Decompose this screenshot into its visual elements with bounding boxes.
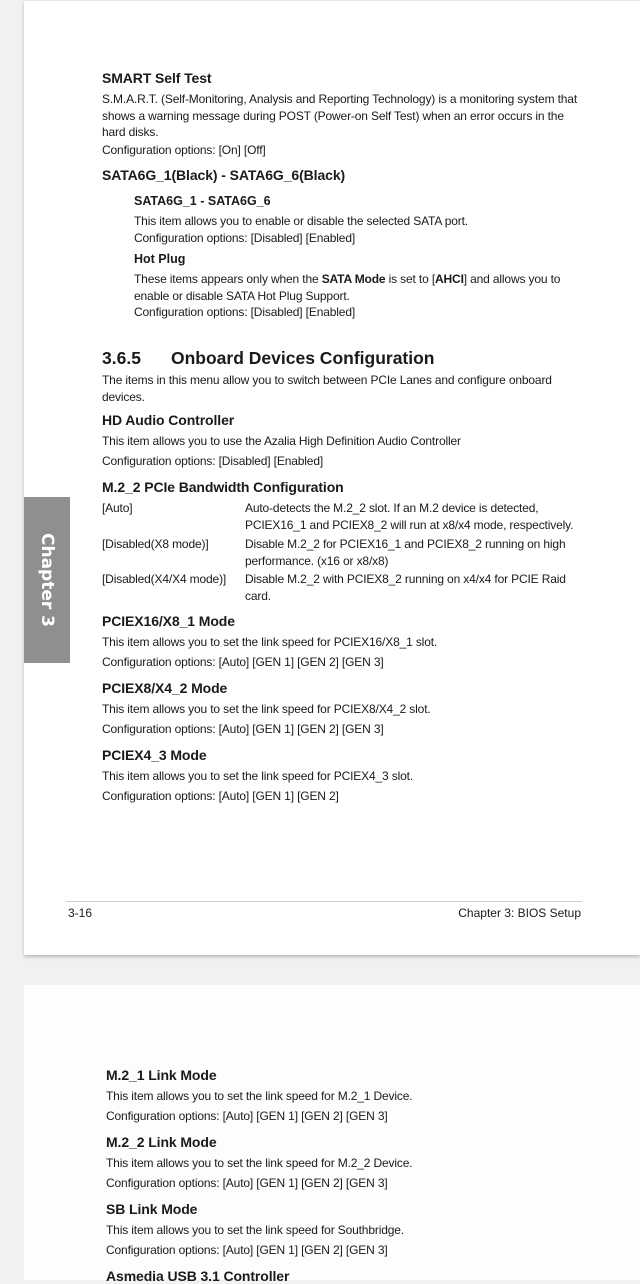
bandwidth-option-description: [245, 536, 565, 569]
chapter-tab-label: Chapter 3: [37, 532, 57, 628]
sb-link-mode-options: Configuration options: [Auto] [GEN 1] [GEN 2] [GEN 3]: [106, 1243, 388, 1257]
pciex16-options: Configuration options: [Auto] [GEN 1] [GEN 2] [GEN 3]: [102, 655, 384, 669]
m21-link-mode-heading: M.2_1 Link Mode: [106, 1067, 217, 1083]
pciex16-heading: PCIEX16/X8_1 Mode: [102, 613, 235, 629]
ahci-term: AHCI: [435, 272, 464, 286]
footer-chapter-title: Chapter 3: BIOS Setup: [458, 906, 581, 920]
text-span: is set to [: [385, 272, 436, 286]
asmedia-usb-heading: Asmedia USB 3.1 Controller: [106, 1268, 290, 1284]
pciex16-description: This item allows you to set the link speed for PCIEX16/X8_1 slot.: [102, 635, 438, 649]
page-number: 3-16: [68, 906, 93, 920]
bandwidth-option-description: [245, 500, 573, 533]
sb-link-mode-description: This item allows you to set the link speed for Southbridge.: [106, 1223, 404, 1237]
text-line: The items in this menu allow you to switch between PCIe Lanes and configure onboard: [102, 373, 552, 387]
smart-options: Configuration options: [On] [Off]: [102, 143, 266, 157]
sb-link-mode-heading: SB Link Mode: [106, 1201, 198, 1217]
m22-link-mode-options: Configuration options: [Auto] [GEN 1] [GEN 2] [GEN 3]: [106, 1176, 388, 1190]
m22-link-mode-description: This item allows you to set the link speed for M.2_2 Device.: [106, 1156, 413, 1170]
text-line: devices.: [102, 389, 145, 404]
pciex8-heading: PCIEX8/X4_2 Mode: [102, 680, 228, 696]
sata-mode-term: SATA Mode: [321, 272, 386, 286]
hot-plug-description: [134, 271, 560, 304]
pciex8-description: This item allows you to set the link speed for PCIEX8/X4_2 slot.: [102, 702, 431, 716]
m22-link-mode-heading: M.2_2 Link Mode: [106, 1134, 217, 1150]
pciex4-description: This item allows you to set the link speed for PCIEX4_3 slot.: [102, 769, 414, 783]
text-line: hard disks.: [102, 125, 159, 139]
text-line: enable or disable SATA Hot Plug Support.: [134, 288, 350, 303]
smart-description: [102, 91, 577, 141]
text-line: Disable M.2_2 with PCIEX8_2 running on x4/x4 for PCIE Raid: [245, 572, 566, 586]
section-intro: [102, 372, 552, 405]
bandwidth-option-label: [Disabled(X8 mode)]: [102, 537, 209, 551]
hd-audio-description: This item allows you to use the Azalia High Definition Audio Controller: [102, 434, 461, 448]
sata-heading: SATA6G_1(Black) - SATA6G_6(Black): [102, 167, 346, 183]
pciex4-heading: PCIEX4_3 Mode: [102, 747, 207, 763]
section-number: 3.6.5: [102, 348, 141, 368]
text-span: These items appears only when the: [134, 272, 322, 286]
text-line: S.M.A.R.T. (Self-Monitoring, Analysis and Reporting Technology) is a monitoring system that: [102, 92, 578, 106]
text-line: shows a warning message during POST (Power-on Self Test) when an error occurs in the: [102, 108, 564, 123]
document-page-2: [24, 985, 640, 1284]
m21-link-mode-options: Configuration options: [Auto] [GEN 1] [GEN 2] [GEN 3]: [106, 1109, 388, 1123]
text-span: ] and allows you to: [463, 272, 561, 286]
text-line: PCIEX16_1 and PCIEX8_2 will run at x8/x4 mode, respectively.: [245, 517, 574, 532]
bandwidth-option-label: [Disabled(X4/X4 mode)]: [102, 572, 227, 586]
hot-plug-options: Configuration options: [Disabled] [Enabled]: [134, 305, 356, 319]
hd-audio-options: Configuration options: [Disabled] [Enabled]: [102, 454, 324, 468]
document-page-1: [24, 0, 640, 955]
text-line: Disable M.2_2 for PCIEX16_1 and PCIEX8_2 running on high: [245, 537, 566, 551]
pciex8-options: Configuration options: [Auto] [GEN 1] [GEN 2] [GEN 3]: [102, 722, 384, 736]
sata-port-heading: SATA6G_1 - SATA6G_6: [134, 194, 271, 208]
footer-divider: [66, 901, 582, 902]
smart-self-test-heading: SMART Self Test: [102, 70, 212, 86]
hd-audio-heading: HD Audio Controller: [102, 412, 235, 428]
pciex4-options: Configuration options: [Auto] [GEN 1] [GEN 2]: [102, 789, 339, 803]
text-line: card.: [245, 588, 271, 603]
hot-plug-heading: Hot Plug: [134, 252, 186, 266]
text-line: performance. (x16 or x8/x8): [245, 553, 389, 568]
text-line: [134, 271, 560, 288]
text-line: Auto-detects the M.2_2 slot. If an M.2 device is detected,: [245, 501, 539, 515]
m2-bandwidth-heading: M.2_2 PCIe Bandwidth Configuration: [102, 479, 344, 495]
sata-port-description: This item allows you to enable or disable the selected SATA port.: [134, 214, 468, 228]
m21-link-mode-description: This item allows you to set the link speed for M.2_1 Device.: [106, 1089, 413, 1103]
bandwidth-option-description: [245, 571, 566, 604]
chapter-tab: [24, 497, 70, 663]
bandwidth-option-label: [Auto]: [102, 501, 133, 515]
sata-port-options: Configuration options: [Disabled] [Enabled]: [134, 231, 356, 245]
section-title: Onboard Devices Configuration: [171, 348, 435, 368]
